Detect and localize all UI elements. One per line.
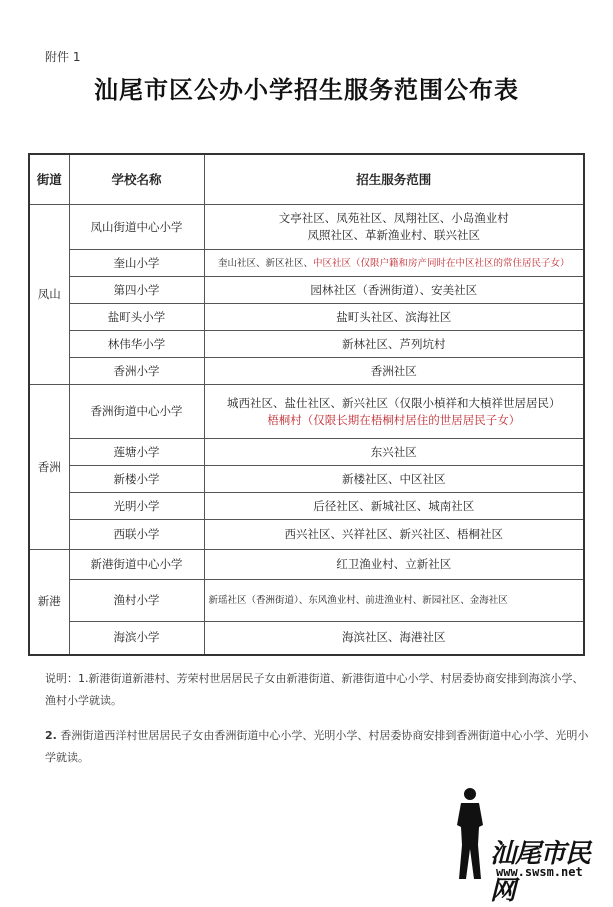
table-row	[29, 466, 584, 493]
table-row	[29, 520, 584, 550]
school-cell: 莲塘小学	[69, 439, 204, 466]
table-row	[29, 331, 584, 358]
watermark-brand: 汕尾市民网	[490, 839, 591, 906]
scope-line: 奎山社区、新区社区、	[217, 257, 313, 269]
header-school: 学校名称	[69, 154, 204, 205]
scope-line: 城西社区、盐仕社区、新兴社区（仅限小楨祥和大楨祥世居居民）	[227, 395, 561, 410]
school-cell: 盐町头小学	[69, 304, 204, 331]
scope-cell: 新瑶社区（香洲街道）、东风渔业村、前进渔业村、新园社区、金海社区	[204, 580, 584, 622]
street-cell-xiangzhou: 香洲	[29, 385, 69, 550]
note-2	[45, 725, 590, 769]
scope-cell	[204, 385, 584, 439]
school-cell: 光明小学	[69, 493, 204, 520]
school-cell: 海滨小学	[69, 622, 204, 655]
table-row	[29, 304, 584, 331]
school-cell: 第四小学	[69, 277, 204, 304]
school-cell: 渔村小学	[69, 580, 204, 622]
school-cell: 新楼小学	[69, 466, 204, 493]
school-cell: 香洲小学	[69, 358, 204, 385]
school-cell: 西联小学	[69, 520, 204, 550]
page-title: 汕尾市区公办小学招生服务范围公布表	[94, 75, 519, 104]
site-watermark	[448, 785, 613, 906]
scope-cell	[204, 250, 584, 277]
person-silhouette-icon	[453, 785, 493, 881]
school-cell: 新港街道中心小学	[69, 550, 204, 580]
street-cell-fengshan: 凤山	[29, 205, 69, 385]
note-2-number: 2.	[45, 729, 57, 742]
table-row	[29, 277, 584, 304]
table-row	[29, 622, 584, 655]
table-row	[29, 358, 584, 385]
table-header-row	[29, 154, 584, 205]
table-row	[29, 385, 584, 439]
scope-restriction-note: 中区社区（仅限户籍和房产同时在中区社区的常住居民子女）	[313, 257, 570, 269]
scope-cell	[204, 205, 584, 250]
header-scope: 招生服务范围	[204, 154, 584, 205]
scope-cell: 东兴社区	[204, 439, 584, 466]
scope-restriction-note: 梧桐村（仅限长期在梧桐村居住的世居居民子女）	[267, 412, 521, 427]
street-cell-xingang: 新港	[29, 550, 69, 655]
table-row	[29, 580, 584, 622]
scope-line: 文亭社区、凤苑社区、凤翔社区、小岛渔业村	[278, 211, 509, 225]
scope-cell: 盐町头社区、滨海社区	[204, 304, 584, 331]
scope-cell: 园林社区（香洲街道）、安美社区	[204, 277, 584, 304]
watermark-url: www.swsm.net	[496, 865, 583, 879]
note-2-text: 香洲街道西洋村世居居民子女由香洲街道中心小学、光明小学、村居委协商安排到香洲街道中心小学、光明小学就读。	[45, 729, 589, 764]
scope-cell: 新林社区、芦列坑村	[204, 331, 584, 358]
school-cell: 林伟华小学	[69, 331, 204, 358]
table-row	[29, 493, 584, 520]
table-row	[29, 250, 584, 277]
school-cell: 凤山街道中心小学	[69, 205, 204, 250]
school-cell: 香洲街道中心小学	[69, 385, 204, 439]
school-cell: 奎山小学	[69, 250, 204, 277]
enrollment-scope-table	[28, 153, 585, 656]
annex-label: 附件 1	[45, 50, 81, 64]
scope-cell: 红卫渔业村、立新社区	[204, 550, 584, 580]
scope-line: 凤照社区、革新渔业村、联兴社区	[307, 228, 480, 242]
header-street: 街道	[29, 154, 69, 205]
table-row	[29, 550, 584, 580]
scope-cell: 后径社区、新城社区、城南社区	[204, 493, 584, 520]
table-row	[29, 205, 584, 250]
scope-cell: 海滨社区、海港社区	[204, 622, 584, 655]
scope-cell: 西兴社区、兴祥社区、新兴社区、梧桐社区	[204, 520, 584, 550]
table-row	[29, 439, 584, 466]
scope-cell: 新楼社区、中区社区	[204, 466, 584, 493]
scope-cell: 香洲社区	[204, 358, 584, 385]
note-1: 说明：1.新港街道新港村、芳荣村世居居民子女由新港街道、新港街道中心小学、村居委协商安排到海滨小学、渔村小学就读。	[45, 672, 584, 707]
